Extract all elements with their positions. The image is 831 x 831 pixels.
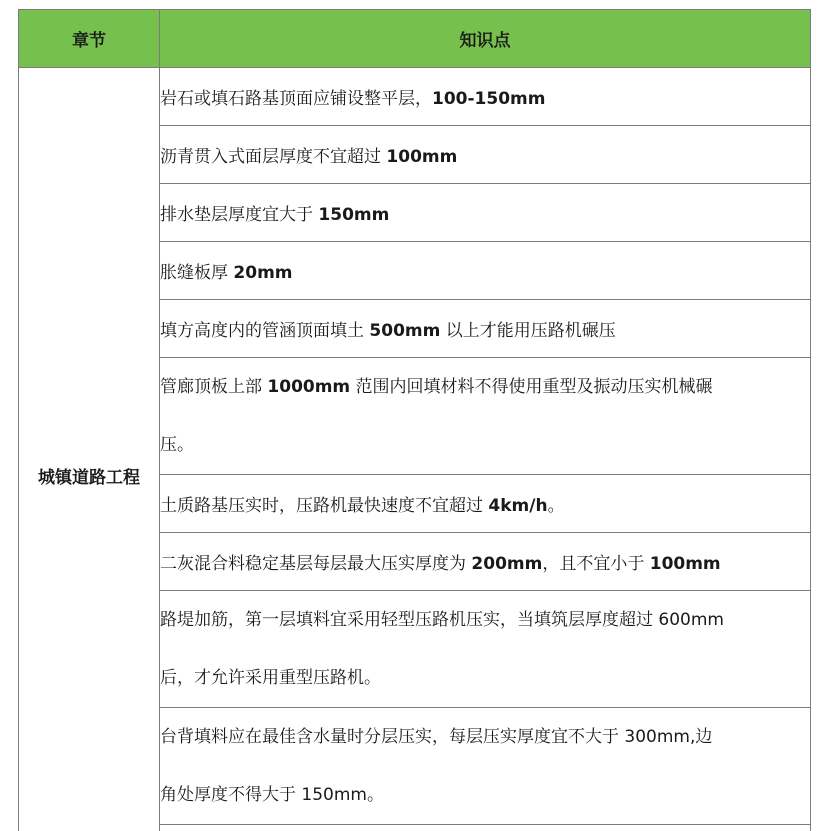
line-2: 后，才允许采用重型压路机。 (160, 668, 381, 688)
table-header-row (19, 10, 811, 68)
table-row (19, 68, 811, 126)
knowledge-point: 排水垫层厚度宜大于 150mm (160, 184, 811, 242)
line-2: 压。 (160, 435, 194, 455)
knowledge-table (18, 9, 811, 831)
knowledge-point: 岩石或填石路基顶面应铺设整平层，100-150mm (160, 68, 811, 126)
line-1: 路堤加筋，第一层填料宜采用轻型压路机压实，当填筑层厚度超过 600mm (160, 610, 724, 630)
line-2: 角处厚度不得大于 150mm。 (160, 785, 384, 805)
header-knowledge-points: 知识点 (160, 10, 811, 68)
knowledge-point: 填方高度内的管涵顶面填土 500mm 以上才能用压路机碾压 (160, 300, 811, 358)
knowledge-point: 二灰混合料稳定基层每层最大压实厚度为 200mm，且不宜小于 100mm (160, 533, 811, 591)
header-chapter: 章节 (19, 10, 160, 68)
knowledge-point (160, 358, 811, 475)
line-1: 管廊顶板上部 1000mm 范围内回填材料不得使用重型及振动压实机械碾 (160, 377, 713, 397)
knowledge-point (160, 708, 811, 825)
chapter-cell: 城镇道路工程 (19, 68, 160, 831)
line-1: 台背填料应在最佳含水量时分层压实，每层压实厚度宜不大于 300mm,边 (160, 727, 713, 747)
knowledge-point (160, 591, 811, 708)
knowledge-point: 土质路基压实时，压路机最快速度不宜超过 4km/h。 (160, 475, 811, 533)
knowledge-point: 胀缝板厚 20mm (160, 242, 811, 300)
knowledge-point: 沥青贯入式面层厚度不宜超过 100mm (160, 126, 811, 184)
knowledge-point (160, 825, 811, 831)
